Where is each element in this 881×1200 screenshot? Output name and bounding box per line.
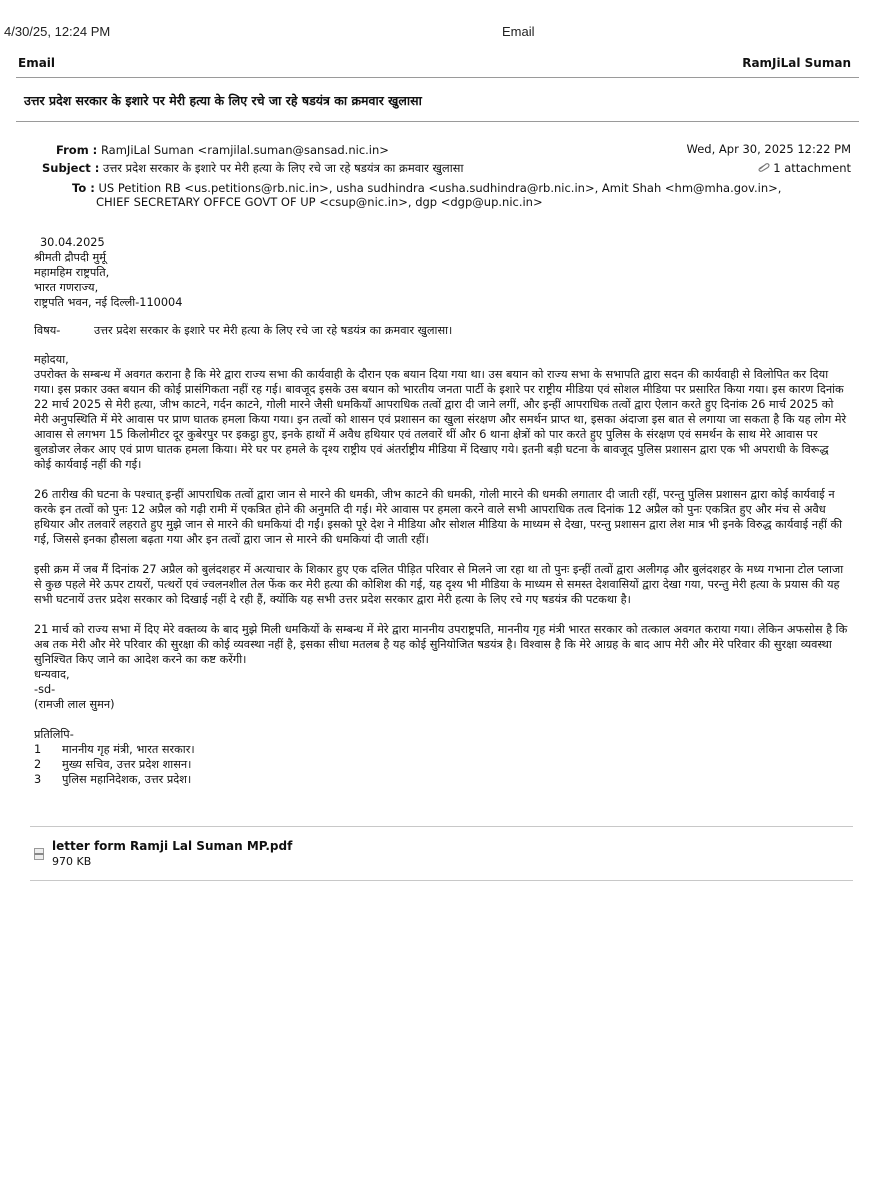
address-line-2: महामहिम राष्ट्रपति, [34, 266, 110, 279]
address-line-3: भारत गणराज्य, [34, 281, 99, 294]
paragraph-3: इसी क्रम में जब मैं दिनांक 27 अप्रैल को बुलंदशहर में अत्याचार के शिकार हुए एक दलित पीड़ित परिवार से मिलने जा रहा था तो पुनः इन्हीं तत्वों द्वारा अलीगढ़ और बुलंदशहर के मध्य गभाना टोल प्लाजा से कुछ पहले मेरे ऊपर टायरों, पत्थरों एवं ज्वलनशील तेल फेंक कर मेरी हत्या की कोशिश की गई, यह दृश्य भी मीडिया के माध्यम से समस्त देशवासियों द्वारा देखा गया, परन्तु मेरी हत्या के प्रयास की यह सभी घटनायें उत्तर प्रदेश सरकार को दिखाई नहीं दे रही हैं, क्योंकि यह सभी उत्तर प्रदेश सरकार द्वारा मेरी हत्या के लिए रचे गए षडयंत्र की पटकथा है। [34, 563, 844, 606]
attachment-count[interactable] [758, 161, 851, 175]
print-timestamp: 4/30/25, 12:24 PM [4, 24, 111, 39]
letter-date: 30.04.2025 [40, 236, 105, 249]
thread-subject: उत्तर प्रदेश सरकार के इशारे पर मेरी हत्या के लिए रचे जा रहे षडयंत्र का क्रमवार खुलासा [24, 93, 422, 108]
subject-label: Subject : [42, 161, 100, 175]
attachment-count-label: 1 attachment [773, 161, 851, 175]
from-label: From : [56, 143, 98, 157]
attachment-filename[interactable]: letter form Ramji Lal Suman MP.pdf [52, 839, 293, 853]
cc-label: प्रतिलिपि- [34, 728, 74, 741]
to-value-line1[interactable]: US Petition RB <us.petitions@rb.nic.in>, usha sudhindra <usha.sudhindra@rb.nic.in>, Amit Shah <hm@mha.gov.in>, [98, 181, 782, 195]
salutation: महोदया, [34, 353, 69, 366]
paragraph-4: 21 मार्च को राज्य सभा में दिए मेरे वक्तव्य के बाद मुझे मिली धमकियों के सम्बन्ध में मेरे द्वारा माननीय उपराष्ट्रपति, माननीय गृह मंत्री भारत सरकार को तत्काल अवगत कराया गया। लेकिन अफसोस है कि अब तक मेरी और मेरे परिवार की सुरक्षा की कोई व्यवस्था नहीं है, इसका सीधा मतलब है यह कोई सुनियोजित षडयंत्र है। विश्वास है कि मेरे आग्रह के बाद आप मेरी और मेरे परिवार की सुरक्षा व्यवस्था सुनिश्चित किए जाने का आदेश करने का कष्ट करेंगी। [34, 623, 848, 666]
attachment-size: 970 KB [52, 855, 92, 868]
mail-brand: Email [18, 56, 56, 70]
subject-divider [16, 121, 859, 122]
header-divider [16, 77, 859, 78]
attachment-divider-top [30, 826, 853, 827]
paragraph-1: उपरोक्त के सम्बन्ध में अवगत कराना है कि मेरे द्वारा राज्य सभा की कार्यवाही के दौरान एक बयान दिया गया था। उस बयान को राज्य सभा के सभापति द्वारा सदन की कार्यवाही से विलोपित कर दिया गया। इस प्रकार उक्त बयान की कोई प्रासंगिकता नहीं रह गई। बावजूद इसके उस बयान को भारतीय जनता पार्टी के इशारे पर राष्ट्रीय मीडिया एवं सोशल मीडिया पर प्रसारित किया गया। इस कारण दिनांक 22 मार्च 2025 से मेरी हत्या, जीभ काटने, गर्दन काटने, गोली मारने जैसी धमकियाँ आपराधिक तत्वों द्वारा दी जाने लगीं, और इन्हीं आपराधिक तत्वों द्वारा ऐलान करते हुए दिनांक 26 मार्च 2025 को मेरी अनुपस्थिति में मेरे आवास पर प्राण घातक हमला किया गया। इन तत्वों को शासन एवं प्रशासन का खुला संरक्षण और समर्थन प्राप्त था, इसका अंदाजा इस बात से लगाया जा सकता है कि यह लोग मेरे आवास से लगभग 15 किलोमीटर दूर कुबेरपुर पर इकट्ठा हुए, इनके हाथों में अवैध हथियार एवं तलवारें थीं और 6 थाना क्षेत्रों को पार करते हुए पुलिस के संरक्षण एवं समर्थन के साथ मेरे आवास पर बुलडोजर लेकर आए एवं प्राण घातक हमला किया। मेरे घर पर हमले के दृश्य राष्ट्रीय एवं अंतर्राष्ट्रीय मीडिया में दिखाए गये। इतनी बड़ी घटना के बावजूद पुलिस प्रशासन द्वारा एक भी अपराधी के विरूद्ध कोई कार्यवाई नहीं की गई। [34, 368, 847, 471]
signer-name: (रामजी लाल सुमन) [34, 698, 115, 711]
paperclip-icon [758, 161, 770, 175]
subject-value: उत्तर प्रदेश सरकार के इशारे पर मेरी हत्या के लिए रचे जा रहे षडयंत्र का क्रमवार खुलासा [103, 161, 464, 175]
cc-item: 1 माननीय गृह मंत्री, भारत सरकार। [34, 743, 195, 756]
thanks: धन्यवाद, [34, 668, 70, 681]
to-label: To : [72, 181, 95, 195]
cc-item: 2 मुख्य सचिव, उत्तर प्रदेश शासन। [34, 758, 192, 771]
subject-row [42, 160, 463, 176]
vishay-label: विषय- [34, 324, 61, 337]
from-value[interactable]: RamJiLal Suman <ramjilal.suman@sansad.nic.in> [100, 143, 389, 157]
paragraph-2: 26 तारीख की घटना के पश्चात् इन्हीं आपराधिक तत्वों द्वारा जान से मारने की धमकी, जीभ काटने की धमकी, गोली मारने की धमकी लगातार दी जाती रहीं, परन्तु पुलिस प्रशासन द्वारा कोई कार्यवाई न करके इन तत्वों को पुनः 12 अप्रैल को गढ़ी रामी में एकत्रित होने की अनुमति दी गई। मेरे आवास पर हमला करने वाले सभी आपराधिक तत्व दिनांक 12 अप्रैल को पुनः एकत्रित हुए और मंच से अवैध हथियार और तलवारें लहराते हुए मुझे जान से मारने की धमकियां दी गईं। इसको पूरे देश ने मीडिया और सोशल मीडिया के माध्यम से देखा, परन्तु प्रशासन द्वारा लेश मात्र भी इनके विरुद्ध कार्यवाई नहीं की गई, जिससे इनका हौसला बढ़ता गया और इन तत्वों द्वारा जान से मारने की धमकियां दी जाती रहीं। [34, 488, 843, 546]
subject-line [34, 323, 849, 338]
attachment-divider-bottom [30, 880, 853, 881]
address-line-1: श्रीमती द्रौपदी मुर्मू [34, 251, 107, 264]
cc-list [34, 742, 849, 787]
letter-body [34, 235, 849, 787]
attachment-file[interactable] [34, 839, 292, 868]
to-value-line2[interactable]: CHIEF SECRETARY OFFCE GOVT OF UP <csup@nic.in>, dgp <dgp@up.nic.in> [96, 195, 543, 209]
from-row [56, 142, 389, 158]
signature-mark: -sd- [34, 683, 56, 696]
print-title: Email [502, 24, 535, 39]
vishay-text: उत्तर प्रदेश सरकार के इशारे पर मेरी हत्या के लिए रचे जा रहे षडयंत्र का क्रमवार खुलासा। [94, 324, 453, 337]
address-line-4: राष्ट्रपति भवन, नई दिल्ली-110004 [34, 296, 183, 309]
pdf-file-icon [34, 845, 44, 857]
account-name[interactable]: RamJiLal Suman [742, 56, 851, 70]
message-date: Wed, Apr 30, 2025 12:22 PM [686, 142, 851, 156]
cc-item: 3 पुलिस महानिदेशक, उत्तर प्रदेश। [34, 773, 192, 786]
